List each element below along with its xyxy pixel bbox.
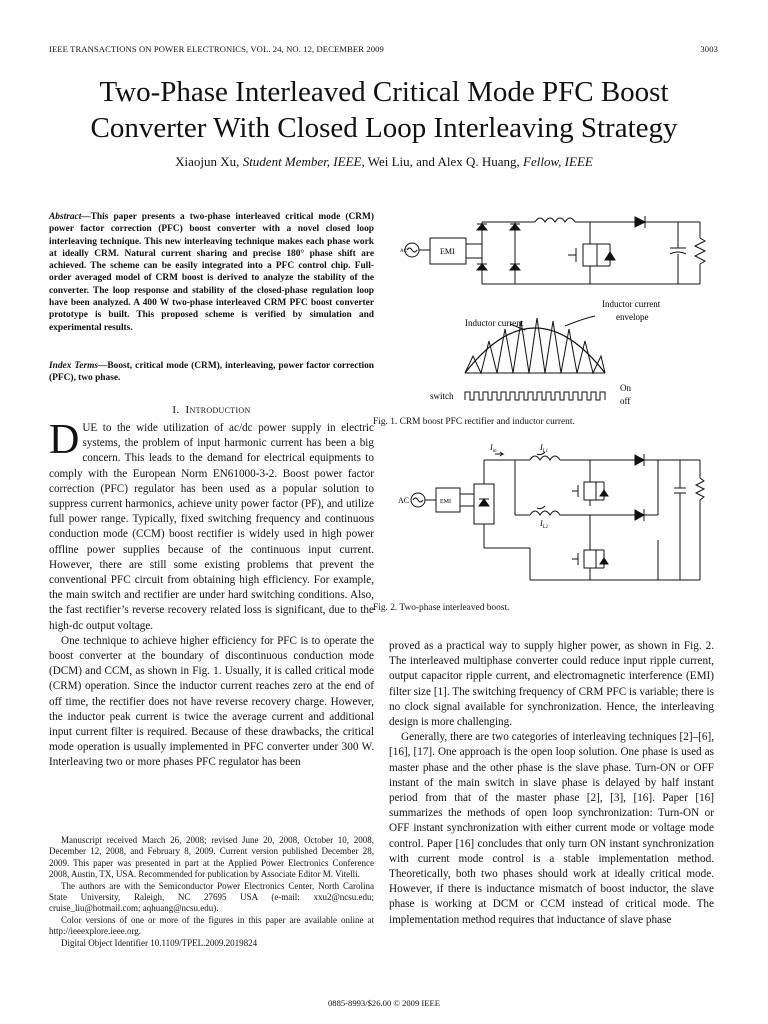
fig1-inductor-current-label: Inductor current	[465, 318, 524, 328]
section-title: Introduction	[185, 404, 251, 416]
abstract	[49, 211, 374, 334]
figure-1	[390, 208, 730, 408]
fig2-emi-label: EMI	[440, 499, 451, 505]
page-number: 3003	[700, 44, 718, 54]
abstract-label: Abstract—	[49, 212, 91, 222]
fig2-il2-label: $I_{L2}$	[540, 519, 548, 530]
intro-paragraph-1	[49, 417, 374, 634]
figure-2-caption: Fig. 2. Two-phase interleaved boost.	[373, 603, 510, 613]
fig1-ac-label: AC	[400, 249, 407, 254]
fig2-boost-diode-1	[635, 455, 644, 465]
intro-paragraph-2: One technique to achieve higher efficiency for PFC is to operate the boost converter at the boundary of discontinuous conduction mode (DCM) and CCM, as shown in Fig. 1. Usually, it is called critical mode (CRM) operation. Since the inductor current reaches zero at the end of off time, the rectifier does not have reverse recovery charge. However, the inductor peak current is twice the average current and additional input current filter is required. Because of these drawbacks, the critical mode operation is usually implemented in PFC converter under 300 W. Interleaving two or more phases PFC regulator has been	[49, 634, 374, 769]
footnote-manuscript: Manuscript received March 26, 2008; revised June 20, 2008, October 10, 2008, December 12, 2008, and February 8, 2009. Current version published December 28, 2009. This paper was presented in part at the Applied Power Electronics Conference 2008, Austin, TX, USA. Recommended for publication by Associate Editor M. Vitelli.	[49, 835, 374, 880]
fig2-load-resistor	[696, 478, 704, 500]
author-1: Xiaojun Xu,	[175, 154, 240, 169]
fig1-on-label: On	[620, 383, 631, 393]
intro-paragraph-1-text: UE to the wide utilization of ac/dc power supply in electric systems, the problem of input harmonic current has been a big concern. This leads to the demand for electrical equipments to comply with the European Norm EN61000-3-2. Boost power factor correction (PFC) regulator has been used as a popular solution to suppress current harmonics, achieve unity power factor (PF), and utilize full power range. Typically, fixed switching frequency and continuous conduction mode (CCM) boost rectifier is widely used in high power offline power supplies because of the continuous input current. However, there are still some existing problems that prevent the conventional PFC circuit from obtaining high efficiency. For example, the main switch and rectifier are under hard switching conditions. Also, the fast rectifier’s reverse recovery related loss is significant, due to the high-dc output voltage.	[49, 422, 374, 632]
author-2-3: Wei Liu, and Alex Q. Huang,	[367, 154, 520, 169]
right-paragraph-1: proved as a practical way to supply higher power, as shown in Fig. 2. The interleaved multiphase converter could reduce input ripple current, output capacitor ripple current, and electromagnetic interference (EMI) filter size [1]. The switching frequency of CRM PFC is variable; there is no clock signal available for synchronization. Hence, the interleaving design is more challenging.	[389, 640, 714, 729]
index-terms	[49, 360, 374, 385]
fig1-envelope-label-2: envelope	[616, 312, 649, 322]
footnote-color: Color versions of one or more of the figures in this paper are available online at http://ieeexplore.ieee.org.	[49, 914, 374, 937]
index-terms-text: Boost, critical mode (CRM), interleaving, power factor correction (PFC), two phase.	[49, 361, 374, 384]
copyright-line: 0885-8993/$26.00 © 2009 IEEE	[327, 998, 441, 1008]
fig1-bridge-diodes	[477, 224, 520, 270]
fig1-boost-diode	[635, 217, 645, 227]
left-column-body	[49, 417, 374, 771]
fig1-inductor	[535, 218, 575, 222]
title-line-1: Two-Phase Interleaved Critical Mode PFC Boost	[99, 76, 669, 108]
right-column-body	[389, 639, 714, 928]
title-line-2: Converter With Closed Loop Interleaving Strategy	[90, 112, 678, 144]
fig1-load-resistor	[695, 238, 705, 264]
author-list	[0, 154, 768, 170]
fig2-mosfet-2	[584, 550, 596, 568]
right-paragraph-2: Generally, there are two categories of interleaving techniques [2]–[6], [16], [17]. One approach is the open loop solution. One phase is used as master phase and the other phase is the slave phase. Turn-ON or OFF instant of the main switch in slave phase is delayed by half instant period from that of the master phase [2], [3], [16]. Paper [16] summarizes the methods of open loop synchronization: Turn-ON or OFF instant synchronization with either current mode or voltage mode control. Paper [16] concludes that only turn ON instant synchronization with current mode control is a stable implementation method. Theoretically, both two phases should work at ideally critical mode. However, if there is inductance mismatch of boost inductor, the slave phase is working at DCM or CCM instead of critical mode. The implementation method requires that inductance of slave phase	[389, 731, 714, 926]
fig2-il1-label: $I_{L1}$	[540, 443, 548, 454]
figure-2	[390, 440, 730, 590]
drop-cap: D	[49, 417, 80, 463]
fig1-switch-label: switch	[430, 391, 454, 401]
fig2-inductor-l2	[530, 511, 560, 515]
index-terms-label: Index Terms—	[49, 361, 108, 371]
fig2-boost-diode-2	[635, 510, 644, 520]
footnote-doi: Digital Object Identifier 10.1109/TPEL.2009.2019824	[61, 937, 258, 948]
footnote	[49, 835, 374, 949]
author-3-role: Fellow, IEEE	[523, 154, 593, 169]
fig2-ac-label: AC	[398, 496, 410, 505]
section-heading	[49, 404, 374, 416]
footnote-affiliation: The authors are with the Semiconductor Power Electronics Center, North Carolina State University, Raleigh, NC 27695 USA (e-mail: xxu2@ncsu.edu; cruise_liu@hotmail.com; aqhuang@ncsu.edu).	[49, 880, 374, 914]
fig2-iin-label: $I_{in}$	[490, 443, 497, 454]
fig2-mosfet-1	[584, 482, 596, 500]
fig1-mosfet	[583, 244, 597, 266]
fig1-emi-label: EMI	[440, 247, 455, 256]
paper-title	[0, 74, 768, 146]
fig1-off-label: off	[620, 396, 631, 406]
figure-1-caption: Fig. 1. CRM boost PFC rectifier and inductor current.	[373, 417, 575, 427]
fig1-envelope-label-1: Inductor current	[602, 299, 661, 309]
fig1-switch-pulses	[465, 392, 605, 400]
journal-header: IEEE TRANSACTIONS ON POWER ELECTRONICS, VOL. 24, NO. 12, DECEMBER 2009	[49, 44, 384, 54]
section-number: I.	[172, 404, 180, 416]
abstract-text: This paper presents a two-phase interleaved critical mode (CRM) power factor correction (PFC) boost converter with a novel closed loop interleaving technique. This new interleaving technique makes each phase work at ideally CRM. Natural current sharing and precise 180° phase shift are achieved. The scheme can be easily integrated into a PFC control chip. Full-order averaged model of CRM boost is derived to analyze the stability of the converter. The loop response and stability of the closed-phase regulation loop have been analyzed. A 400 W two-phase interleaved CRM PFC boost converter prototype is built. This proposed scheme is verified by simulation and experimental results.	[49, 212, 374, 333]
fig2-inductor-l1	[530, 456, 560, 460]
author-1-role: Student Member, IEEE,	[242, 154, 365, 169]
